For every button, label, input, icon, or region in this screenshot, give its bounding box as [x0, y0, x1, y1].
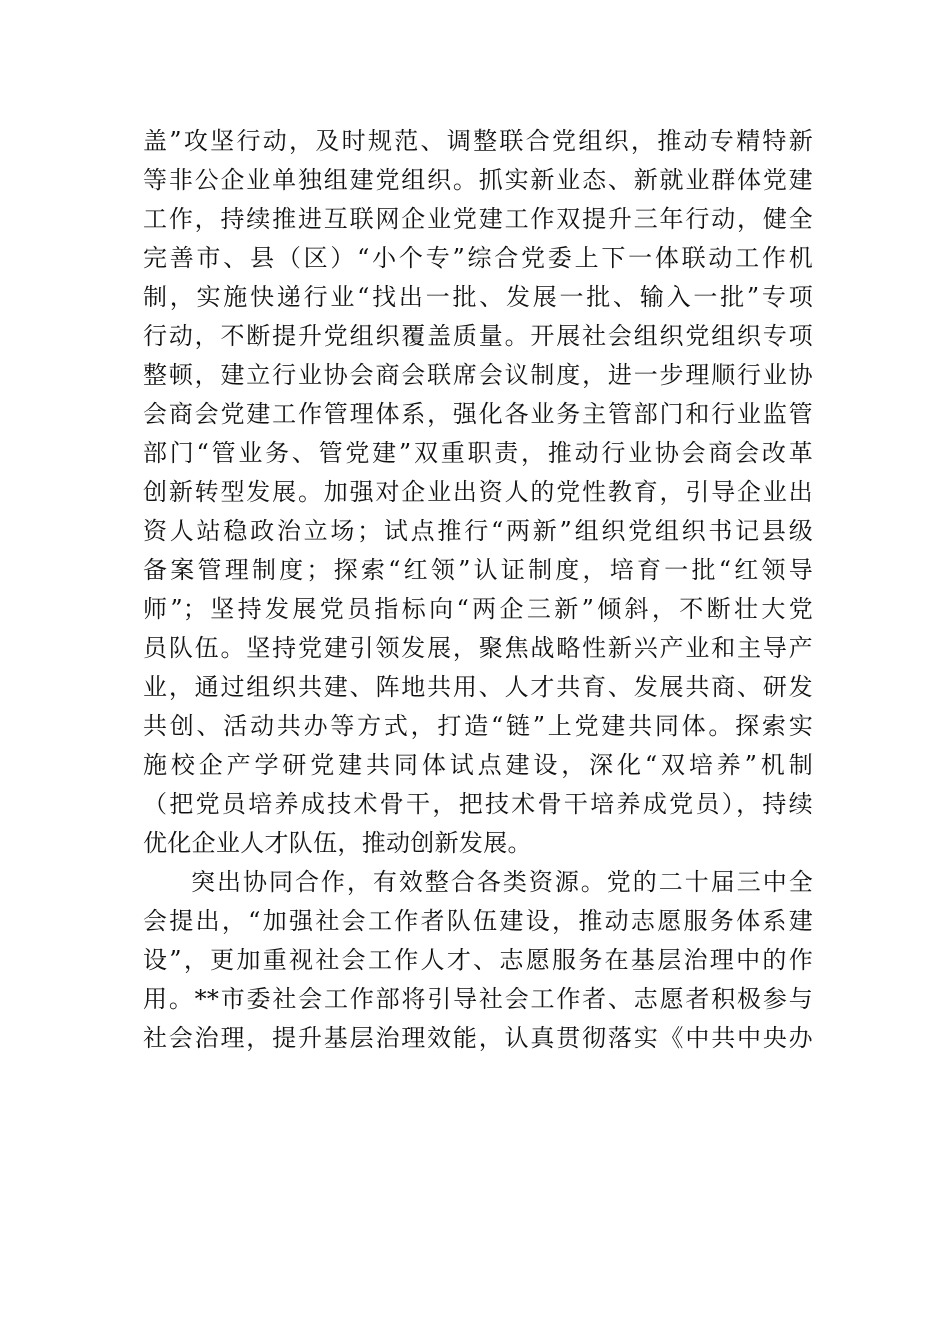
paragraph-1: [143, 122, 813, 863]
text-line: 行动，不断提升党组织覆盖质量。开展社会组织党组织专项: [143, 322, 813, 350]
text-line: 员队伍。坚持党建引领发展，聚焦战略性新兴产业和主导产: [143, 634, 813, 662]
text-line: 备案管理制度；探索“红领”认证制度，培育一批“红领导: [143, 556, 813, 584]
text-line: 完善市、县（区）“小个专”综合党委上下一体联动工作机: [143, 244, 813, 272]
text-line: 突出协同合作，有效整合各类资源。党的二十届三中全: [191, 868, 813, 896]
text-line: 优化企业人才队伍，推动创新发展。: [143, 829, 532, 857]
text-line: 制，实施快递行业“找出一批、发展一批、输入一批”专项: [143, 283, 813, 311]
text-line: 资人站稳政治立场；试点推行“两新”组织党组织书记县级: [143, 517, 813, 545]
text-line: 等非公企业单独组建党组织。抓实新业态、新就业群体党建: [143, 166, 813, 194]
text-line: 整顿，建立行业协会商会联席会议制度，进一步理顺行业协: [143, 361, 813, 389]
text-line: 施校企产学研党建共同体试点建设，深化“双培养”机制: [143, 751, 813, 779]
text-line: 师”；坚持发展党员指标向“两企三新”倾斜，不断壮大党: [143, 595, 813, 623]
paragraph-2: [143, 863, 813, 1058]
text-line: 会提出，“加强社会工作者队伍建设，推动志愿服务体系建: [143, 907, 813, 935]
text-line: 创新转型发展。加强对企业出资人的党性教育，引导企业出: [143, 478, 813, 506]
text-line: 部门“管业务、管党建”双重职责，推动行业协会商会改革: [143, 439, 813, 467]
text-line: 会商会党建工作管理体系，强化各业务主管部门和行业监管: [143, 400, 813, 428]
text-line: （把党员培养成技术骨干，把技术骨干培养成党员），持续: [143, 790, 813, 818]
text-line: 共创、活动共办等方式，打造“链”上党建共同体。探索实: [143, 712, 813, 740]
document-body: [143, 122, 813, 1058]
text-line: 用。**市委社会工作部将引导社会工作者、志愿者积极参与: [143, 985, 813, 1013]
text-line: 业，通过组织共建、阵地共用、人才共育、发展共商、研发: [143, 673, 813, 701]
text-line: 社会治理，提升基层治理效能，认真贯彻落实《中共中央办: [143, 1024, 813, 1052]
text-line: 工作，持续推进互联网企业党建工作双提升三年行动，健全: [143, 205, 813, 233]
text-line: 盖”攻坚行动，及时规范、调整联合党组织，推动专精特新: [143, 127, 813, 155]
text-line: 设”，更加重视社会工作人才、志愿服务在基层治理中的作: [143, 946, 813, 974]
